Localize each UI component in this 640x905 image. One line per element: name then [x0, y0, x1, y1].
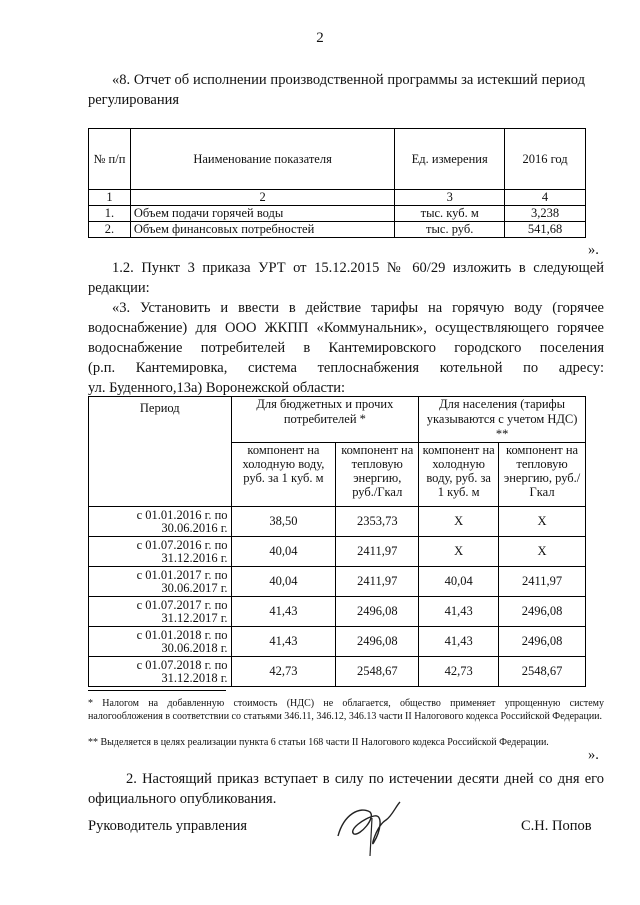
- heat-value: 2353,73: [336, 507, 419, 537]
- group-budget-header: Для бюджетных и прочих потребителей *: [231, 397, 419, 443]
- index-cell: 1: [89, 190, 131, 206]
- cold-pop-value: 42,73: [419, 657, 499, 687]
- cold-value: 42,73: [231, 657, 336, 687]
- clause12-line1: 1.2. Пункт 3 приказа УРТ от 15.12.2015 № 60/29 изложить в следующей: [112, 260, 604, 276]
- footnote-1: * Налогом на добавленную стоимость (НДС) не облагается, общество применяет упрощенную систему налогообложения в соответствии со статьями 346.11, 346.12, 346.13 части II Налогового кодекса Российской Федерации.: [88, 698, 604, 722]
- section8-closing-quote: ».: [588, 242, 599, 258]
- heat-pop-value: 2548,67: [499, 657, 586, 687]
- index-cell: 4: [505, 190, 586, 206]
- cold-value: 38,50: [231, 507, 336, 537]
- header-num: № п/п: [89, 129, 131, 190]
- table-row: [89, 627, 586, 657]
- clause12-line2: редакции:: [88, 280, 150, 296]
- table-row: [89, 537, 586, 567]
- cold-value: 40,04: [231, 537, 336, 567]
- table-row: [89, 597, 586, 627]
- row-num: 2.: [89, 222, 131, 238]
- signatory-name: С.Н. Попов: [521, 818, 592, 834]
- cold-pop-value: Х: [419, 537, 499, 567]
- heat-value: 2411,97: [336, 537, 419, 567]
- header-unit: Ед. измерения: [395, 129, 505, 190]
- clause3-line2: водоснабжение) для ООО ЖКПП «Коммунальник», осуществляющего горячее: [88, 320, 604, 336]
- table-row: [89, 567, 586, 597]
- heat-pop-value: 2496,08: [499, 627, 586, 657]
- sub-heat-pop-header: компонент на тепловую энергию, руб./Гкал: [499, 443, 586, 507]
- heat-value: 2411,97: [336, 567, 419, 597]
- footnote-rule: [88, 690, 226, 691]
- cold-pop-value: 40,04: [419, 567, 499, 597]
- header-year: 2016 год: [505, 129, 586, 190]
- tariff-table: [88, 396, 586, 687]
- heat-value: 2496,08: [336, 627, 419, 657]
- page-number: 2: [316, 30, 324, 46]
- row-num: 1.: [89, 206, 131, 222]
- period-cell: с 01.01.2017 г. по 30.06.2017 г.: [89, 567, 232, 597]
- row-unit: тыс. руб.: [395, 222, 505, 238]
- sub-cold-pop-header: компонент на холодную воду, руб. за 1 куб. м: [419, 443, 499, 507]
- cold-pop-value: Х: [419, 507, 499, 537]
- table-row: [89, 206, 586, 222]
- table-row: [89, 507, 586, 537]
- row-unit: тыс. куб. м: [395, 206, 505, 222]
- sub-cold-header: компонент на холодную воду, руб. за 1 куб. м: [231, 443, 336, 507]
- cold-pop-value: 41,43: [419, 597, 499, 627]
- production-program-table: [88, 128, 586, 238]
- clause3-line3: водоснабжение потребителей в Кантемировского городского поселения: [88, 340, 604, 356]
- heat-pop-value: 2411,97: [499, 567, 586, 597]
- index-cell: 3: [395, 190, 505, 206]
- header-name: Наименование показателя: [130, 129, 394, 190]
- table-row: [89, 657, 586, 687]
- row-name: Объем подачи горячей воды: [130, 206, 394, 222]
- table-row: [89, 222, 586, 238]
- heat-value: 2548,67: [336, 657, 419, 687]
- heat-value: 2496,08: [336, 597, 419, 627]
- signature-icon: [330, 796, 410, 860]
- cold-pop-value: 41,43: [419, 627, 499, 657]
- footnotes-closing-quote: ».: [588, 747, 599, 763]
- period-cell: с 01.01.2018 г. по 30.06.2018 г.: [89, 627, 232, 657]
- period-cell: с 01.07.2018 г. по 31.12.2018 г.: [89, 657, 232, 687]
- row-value: 541,68: [505, 222, 586, 238]
- row-name: Объем финансовых потребностей: [130, 222, 394, 238]
- footnote-2: ** Выделяется в целях реализации пункта 6 статьи 168 части II Налогового кодекса Российской Федерации.: [88, 737, 549, 748]
- heat-pop-value: 2496,08: [499, 597, 586, 627]
- period-cell: с 01.01.2016 г. по 30.06.2016 г.: [89, 507, 232, 537]
- section8-heading-line1: «8. Отчет об исполнении производственной программы за истекший период: [112, 72, 585, 88]
- sub-heat-header: компонент на тепловую энергию, руб./Гкал: [336, 443, 419, 507]
- clause3-line1: «3. Установить и ввести в действие тарифы на горячую воду (горячее: [112, 300, 604, 316]
- heat-pop-value: Х: [499, 507, 586, 537]
- group-population-header: Для населения (тарифы указываются с учетом НДС) **: [419, 397, 586, 443]
- index-cell: 2: [130, 190, 394, 206]
- signatory-position: Руководитель управления: [88, 818, 248, 834]
- clause2-line1: 2. Настоящий приказ вступает в силу по истечении десяти дней со дня его: [126, 771, 604, 787]
- cold-value: 41,43: [231, 627, 336, 657]
- clause3-line5: ул. Буденного,13а) Воронежской области:: [88, 380, 346, 396]
- period-header: Период: [89, 397, 232, 507]
- section8-heading-line2: регулирования: [88, 92, 180, 108]
- clause2-line2: официального опубликования.: [88, 791, 277, 807]
- cold-value: 41,43: [231, 597, 336, 627]
- row-value: 3,238: [505, 206, 586, 222]
- period-cell: с 01.07.2017 г. по 31.12.2017 г.: [89, 597, 232, 627]
- cold-value: 40,04: [231, 567, 336, 597]
- heat-pop-value: Х: [499, 537, 586, 567]
- clause3-line4: (р.п. Кантемировка, система теплоснабжения котельной по адресу:: [88, 360, 604, 376]
- period-cell: с 01.07.2016 г. по 31.12.2016 г.: [89, 537, 232, 567]
